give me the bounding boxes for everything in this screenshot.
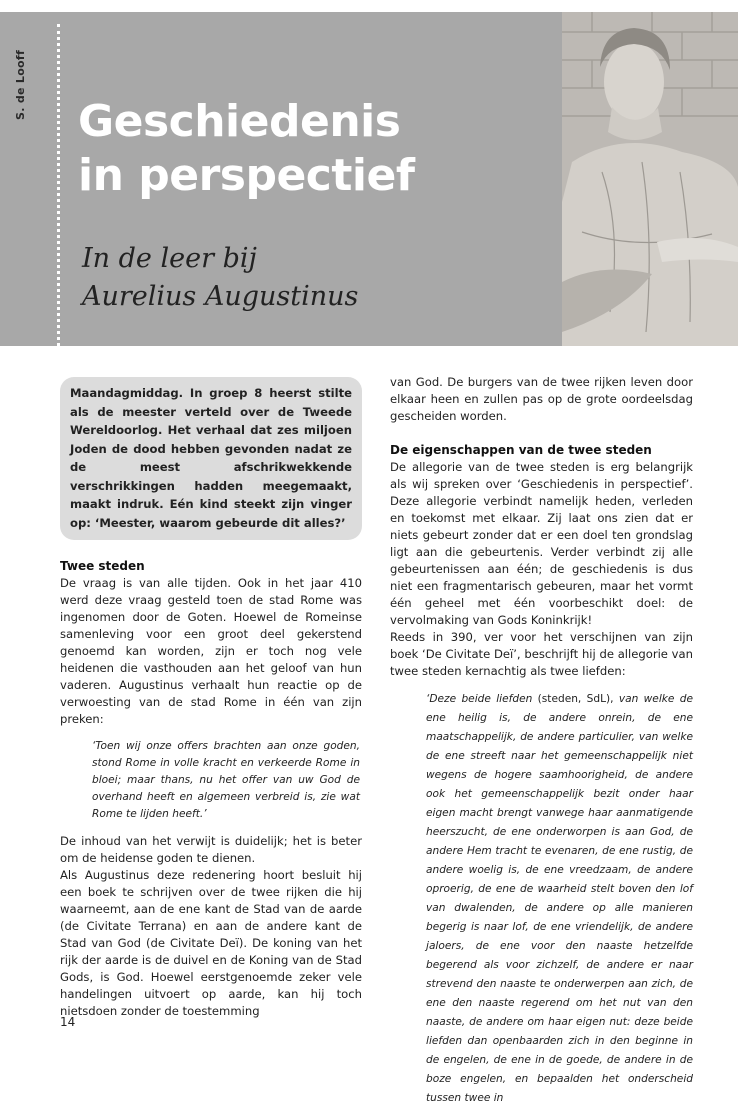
section-heading-eigenschappen: De eigenschappen van de twee steden — [390, 443, 652, 457]
author-name: S. de Looff — [14, 49, 27, 120]
right-column — [390, 374, 693, 1108]
page-title — [78, 95, 548, 203]
title-line-2: in perspectief — [78, 150, 415, 201]
subtitle-line-1: In de leer bij — [82, 243, 257, 274]
paragraph: De vraag is van alle tijden. Ook in het jaar 410 werd deze vraag gesteld toen de stad Rome was ingenomen door de Goten. Hoewel de Romeinse samenleving voor een groot deel gekerstend genoemd kan worden, zijn er toch nog vele heidenen die vasthouden aan het geloof van hun vaderen. Augustinus verhaalt hun reactie op de verwoesting van de stad Rome in één van zijn preken: — [60, 576, 362, 726]
paragraph: Als Augustinus deze redenering hoort besluit hij een boek te schrijven over de twee rijken die hij waarneemt, aan de ene kant de Stad van de aarde (de Civitate Terrana) en aan de andere kant de Stad van God (de Civitate Deï). De koning van het rijk der aarde is de duivel en de Koning van de Stad Gods, is God. Hoewel eerstgenoemde zeker vele handelingen uitvoert op aarde, kan hij toch nietsdoen zonder de toestemming — [60, 868, 362, 1018]
paragraph: Reeds in 390, ver voor het verschijnen van zijn boek ‘De Civitate Deï’, beschrijft hij de allegorie van twee steden kernachtig als twee liefden: — [390, 630, 693, 678]
paragraph: De inhoud van het verwijt is duidelijk; het is beter om de heidense goden te dienen. — [60, 834, 362, 865]
left-column — [60, 377, 362, 1020]
page-number: 14 — [60, 1015, 76, 1029]
title-line-1: Geschiedenis — [78, 96, 401, 147]
block-quote — [426, 690, 693, 1108]
quote-reference: (steden, SdL), — [532, 693, 619, 705]
paragraph: De allegorie van de twee steden is erg belangrijk als wij spreken over ‘Geschiedenis in perspectief’. Deze allegorie verbindt namelijk heden, verleden en toekomst met elkaar. Zij laat ons zien dat er niets gebeurt zonder dat er een doel ten grondslag ligt aan die gebeurtenis. Verder verbindt zij alle gebeurtenissen aan één; de geschiedenis is dus niet een fragmentarisch gebeuren, maar het vormt één geheel met één voorbeschikt doel: de vervolmaking van Gods Koninkrijk! — [390, 460, 693, 627]
block-quote: ‘Toen wij onze offers brachten aan onze goden, stond Rome in volle kracht en verkeerde Rome in bloei; maar thans, nu het offer van uw God de overhand heeft en algemeen verbreid is, zie wat Rome te lijden heeft.’ — [92, 740, 360, 820]
section-heading-twee-steden: Twee steden — [60, 559, 145, 573]
dotted-divider — [57, 24, 60, 358]
quote-lead: ‘Deze beide liefden — [426, 693, 533, 705]
paragraph: van God. De burgers van de twee rijken leven door elkaar heen en zullen pas op de grote oordeelsdag gescheiden worden. — [390, 375, 693, 423]
intro-callout: Maandagmiddag. In groep 8 heerst stilte als de meester verteld over de Tweede Wereldoorlog. Het verhaal dat zes miljoen Joden de dood hebben gevonden nadat ze de meest afschrikwekkende verschrikkingen hadden meegemaakt, maakt indruk. Eén kind steekt zijn vinger op: ‘Meester, waarom gebeurde dit alles?’ — [60, 377, 362, 540]
quote-body: van welke de ene heilig is, de andere onrein, de ene maatschappelijk, de andere particulier, van welke de ene streeft naar het gemeenschappelijk niet wegens de hogere saamhoorigheid, de andere ook het gemeenschappelijk bezit onder haar eigen macht brengt vanwege haar aanmatigende heerszucht, de ene onderworpen is aan God, de andere Hem tracht te evenaren, de ene rustig, de andere woelig is, de ene vreedzaam, de andere oproerig, de ene de waarheid stelt boven den lof van dwalenden, de andere op alle manieren begerig is naar lof, de ene vriendelijk, de andere jaloers, de ene voor den naaste hetzelfde begerend als voor zichzelf, de andere er naar strevend den naaste te onderwerpen aan zich, de ene den naaste regerend om het nut van den naaste, de andere om haar eigen nut: deze beide liefden dan openbaarden zich in den beginne in de engelen, de ene in de goede, de andere in de boze engelen, en bepaalden het onderscheid tussen twee in — [426, 693, 693, 1104]
subtitle-line-2: Aurelius Augustinus — [82, 281, 359, 312]
subtitle — [82, 240, 552, 316]
header-banner — [0, 12, 738, 346]
augustinus-fresco-image — [562, 12, 738, 346]
